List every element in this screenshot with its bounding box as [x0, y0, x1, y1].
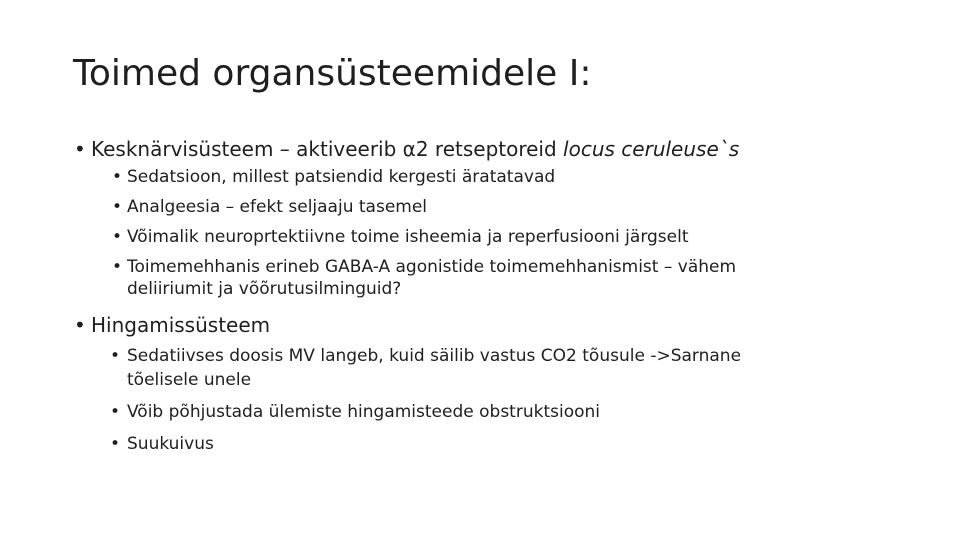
- list-item: [74, 344, 807, 392]
- list-item-text: Toimemehhanis erineb GABA-A agonistide toimemehhanismist – vähem deliiriumit ja võõrutusilminguid?: [127, 257, 737, 299]
- slide-content: [74, 134, 934, 456]
- slide-title: Toimed organsüsteemidele I:: [73, 53, 592, 94]
- list-item: [74, 166, 887, 188]
- bullet-icon: •: [112, 197, 123, 217]
- section-heading-respiratory: [74, 310, 934, 340]
- section-heading-text: Kesknärvisüsteem – aktiveerib α2 retseptoreid: [91, 137, 564, 161]
- bullet-icon: •: [112, 167, 123, 187]
- bullet-icon: •: [110, 346, 121, 366]
- bullet-icon: •: [74, 313, 86, 337]
- list-item-text: Sedatiivses doosis MV langeb, kuid säilib vastus CO2 tõusule ->Sarnane tõelisele unele: [127, 346, 742, 390]
- list-item: [74, 432, 887, 456]
- bullet-icon: •: [74, 137, 86, 161]
- list-item-text: Võib põhjustada ülemiste hingamisteede obstruktsiooni: [127, 402, 600, 422]
- list-item-text: Sedatsioon, millest patsiendid kergesti äratatavad: [127, 167, 556, 187]
- list-item-text: Võimalik neuroprtektiivne toime isheemia ja reperfusiooni järgselt: [127, 227, 689, 247]
- section-heading-text: Hingamissüsteem: [91, 313, 271, 337]
- list-item: [74, 256, 827, 300]
- list-item: [74, 400, 887, 424]
- respiratory-list: [74, 344, 934, 456]
- list-item-text: Suukuivus: [127, 434, 214, 454]
- section-heading-italic-text: locus ceruleuse`s: [563, 137, 740, 161]
- cns-list: [74, 166, 934, 300]
- section-heading-cns: [74, 134, 934, 164]
- list-item-text: Analgeesia – efekt seljaaju tasemel: [127, 197, 428, 217]
- bullet-icon: •: [112, 257, 123, 277]
- bullet-icon: •: [112, 227, 123, 247]
- bullet-icon: •: [110, 402, 121, 422]
- bullet-icon: •: [110, 434, 121, 454]
- list-item: [74, 226, 887, 248]
- list-item: [74, 196, 887, 218]
